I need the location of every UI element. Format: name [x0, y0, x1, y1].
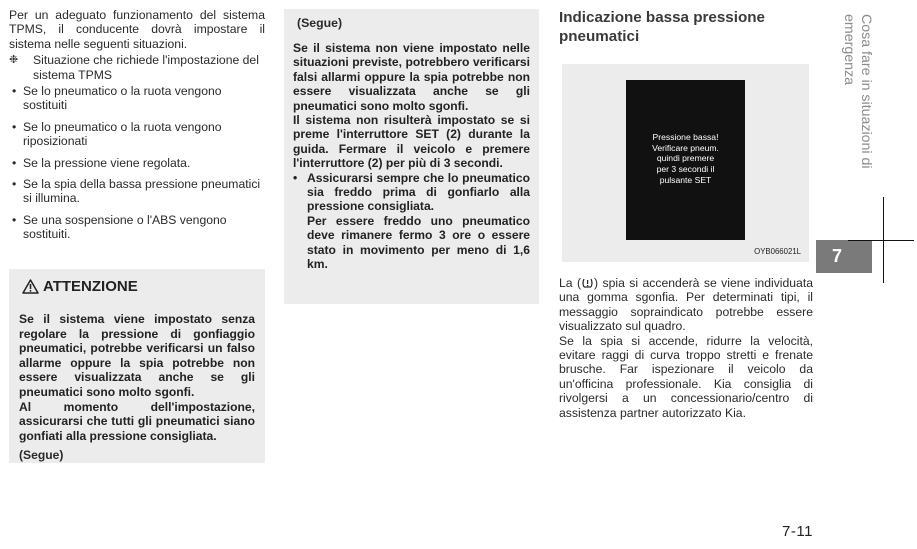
list-item: • Se la spia della bassa pressione pneumatici si illumina. [12, 177, 261, 206]
column-3-text [559, 276, 813, 420]
column-1 [9, 8, 265, 249]
continued-warning-box [284, 9, 539, 304]
list-item: • Se lo pneumatico o la ruota vengono sostituiti [12, 84, 222, 113]
intro-paragraph: Per un adeguato funzionamento del sistema TPMS, il conducente dovrà impostare il sistema nelle seguenti situazioni. [9, 8, 265, 51]
continued-label: (Segue) [297, 16, 343, 30]
chapter-side-title: Cosa fare in situazioni di emergenza [841, 14, 874, 169]
page-number: 7-11 [782, 523, 813, 540]
paragraph-1: La ( ) spia si accenderà se viene individuata una gomma sgonfia. Per determinati tipi, il messaggio sopraindicato potrebbe essere visualizzato sul quadro. [559, 276, 813, 334]
figure-code: OYB066021L [754, 247, 801, 256]
warning-text-2: Al momento dell'impostazione, assicurarsi che tutti gli pneumatici siano gonfiati alla pressione consigliata. [19, 399, 255, 443]
tpms-setting-subheading [9, 53, 265, 82]
paragraph-2: Se la spia si accende, ridurre la velocità, evitare raggi di curva troppo stretti e frenate brusche. Far ispezionare il veicolo da un'officina professionale. Kia consiglia di rivolgersi a un concessionario/centro di assistenza partner autorizzato Kia. [559, 333, 813, 420]
section-heading: Indicazione bassa pressione pneumatici [559, 9, 765, 45]
warning-box [9, 269, 265, 463]
bullet-item: • Assicurarsi sempre che lo pneumatico sia freddo prima di gonfiarlo alla pressione consigliata. Per essere freddo uno pneumatico deve rimanere fermo 3 ore o essere stato in movimento per meno di 1,6 km. [293, 170, 530, 272]
list-item: • Se lo pneumatico o la ruota vengono riposizionati [12, 119, 222, 149]
paragraph-2: Il sistema non risulterà impostato se si preme l'interruttore SET (2) durante la guida. Fermare il veicolo e premere l'interruttore (2) per più di 3 secondi. [293, 113, 530, 171]
warning-text-1: Se il sistema viene impostato senza regolare la pressione di gonfiaggio pneumatici, potrebbe verificarsi un falso allarme oppure la spia potrebbe non essere visualizzata anche se gli pneumatici sono molto sgonfi. [19, 312, 255, 399]
paragraph-1: Se il sistema non viene impostato nelle situazioni previste, potrebbero verificarsi falsi allarmi oppure la spia potrebbe non essere visualizzata anche se gli pneumatici sono molto sgonfi. [293, 41, 530, 113]
instrument-display-figure [562, 64, 809, 262]
list-item: • Se la pressione viene regolata. [12, 155, 191, 170]
crop-mark-horizontal [848, 240, 914, 241]
situation-list [9, 84, 265, 242]
chapter-tab: 7 [816, 240, 872, 273]
cluster-display [626, 80, 745, 240]
warning-title: ATTENZIONE [19, 278, 255, 295]
warning-triangle-icon [22, 279, 39, 294]
continued-label: (Segue) [19, 448, 64, 463]
display-message: Pressione bassa! Verificare pneum. quindi premere per 3 secondi il pulsante SET [652, 132, 719, 185]
snowflake-bullet-icon: ❉ [9, 54, 19, 67]
tpms-warning-icon [581, 277, 594, 289]
subheading-text: Situazione che richiede l'impostazione del sistema TPMS [33, 53, 259, 82]
list-item: • Se una sospensione o l'ABS vengono sostituiti. [12, 212, 227, 242]
